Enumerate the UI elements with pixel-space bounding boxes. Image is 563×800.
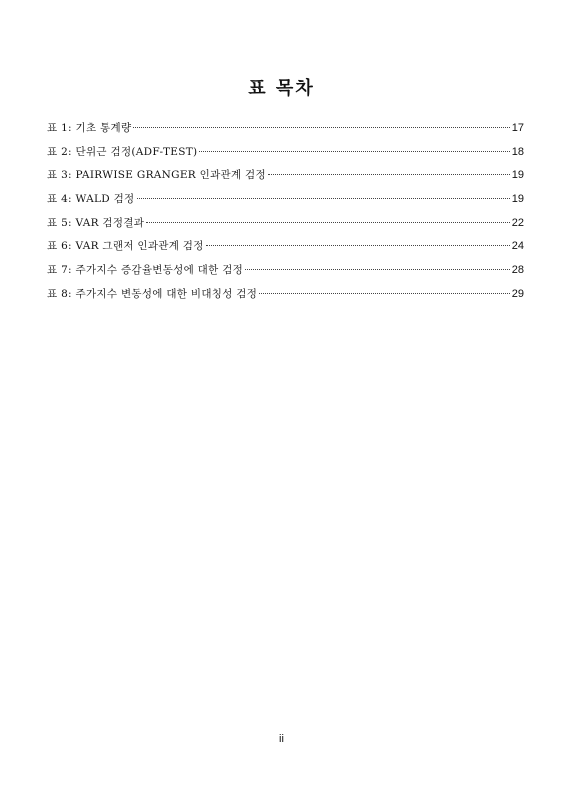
toc-entry-page: 28 <box>511 264 524 277</box>
toc-entry-4[interactable] <box>47 192 524 216</box>
toc-entry-page: 24 <box>511 240 524 253</box>
toc-entry-label: 표 1: 기초 통계량 <box>47 122 132 134</box>
toc-entry-1[interactable] <box>47 121 524 145</box>
toc-entry-label: 표 2: 단위근 검정(ADF-TEST) <box>47 145 198 158</box>
toc-entry-7[interactable] <box>47 263 524 287</box>
toc-entry-5[interactable] <box>47 216 524 240</box>
toc-entry-label: 표 7: 주가지수 증감율변동성에 대한 검정 <box>47 264 244 277</box>
page-number: ii <box>279 733 284 745</box>
toc-entry-page: 19 <box>511 169 524 182</box>
toc-entry-page: 22 <box>511 216 524 229</box>
toc-entry-page: 29 <box>511 287 524 300</box>
toc-entry-label: 표 5: VAR 검정결과 <box>47 216 145 229</box>
toc-entry-6[interactable] <box>47 239 524 263</box>
dot-leader <box>146 222 510 223</box>
toc-entry-2[interactable] <box>47 145 524 169</box>
dot-leader <box>259 293 510 294</box>
toc-entry-page: 19 <box>511 193 524 206</box>
dot-leader <box>206 245 510 246</box>
toc-entry-label: 표 8: 주가지수 변동성에 대한 비대칭성 검정 <box>47 287 258 300</box>
page-title: 표 목차 <box>248 78 315 99</box>
toc-entry-label: 표 3: PAIRWISE GRANGER 인과관계 검정 <box>47 169 266 182</box>
dot-leader <box>137 198 510 199</box>
dot-leader <box>268 174 510 175</box>
toc-entry-page: 18 <box>511 145 524 158</box>
toc-entry-label: 표 6: VAR 그랜저 인과관계 검정 <box>47 240 204 253</box>
toc-entry-page: 17 <box>511 122 524 134</box>
toc-entry-3[interactable] <box>47 168 524 192</box>
toc-entry-label: 표 4: WALD 검정 <box>47 193 135 206</box>
dot-leader <box>133 127 509 128</box>
dot-leader <box>199 151 509 152</box>
toc-entry-8[interactable] <box>47 287 524 311</box>
table-of-contents <box>47 121 524 311</box>
dot-leader <box>245 269 510 270</box>
